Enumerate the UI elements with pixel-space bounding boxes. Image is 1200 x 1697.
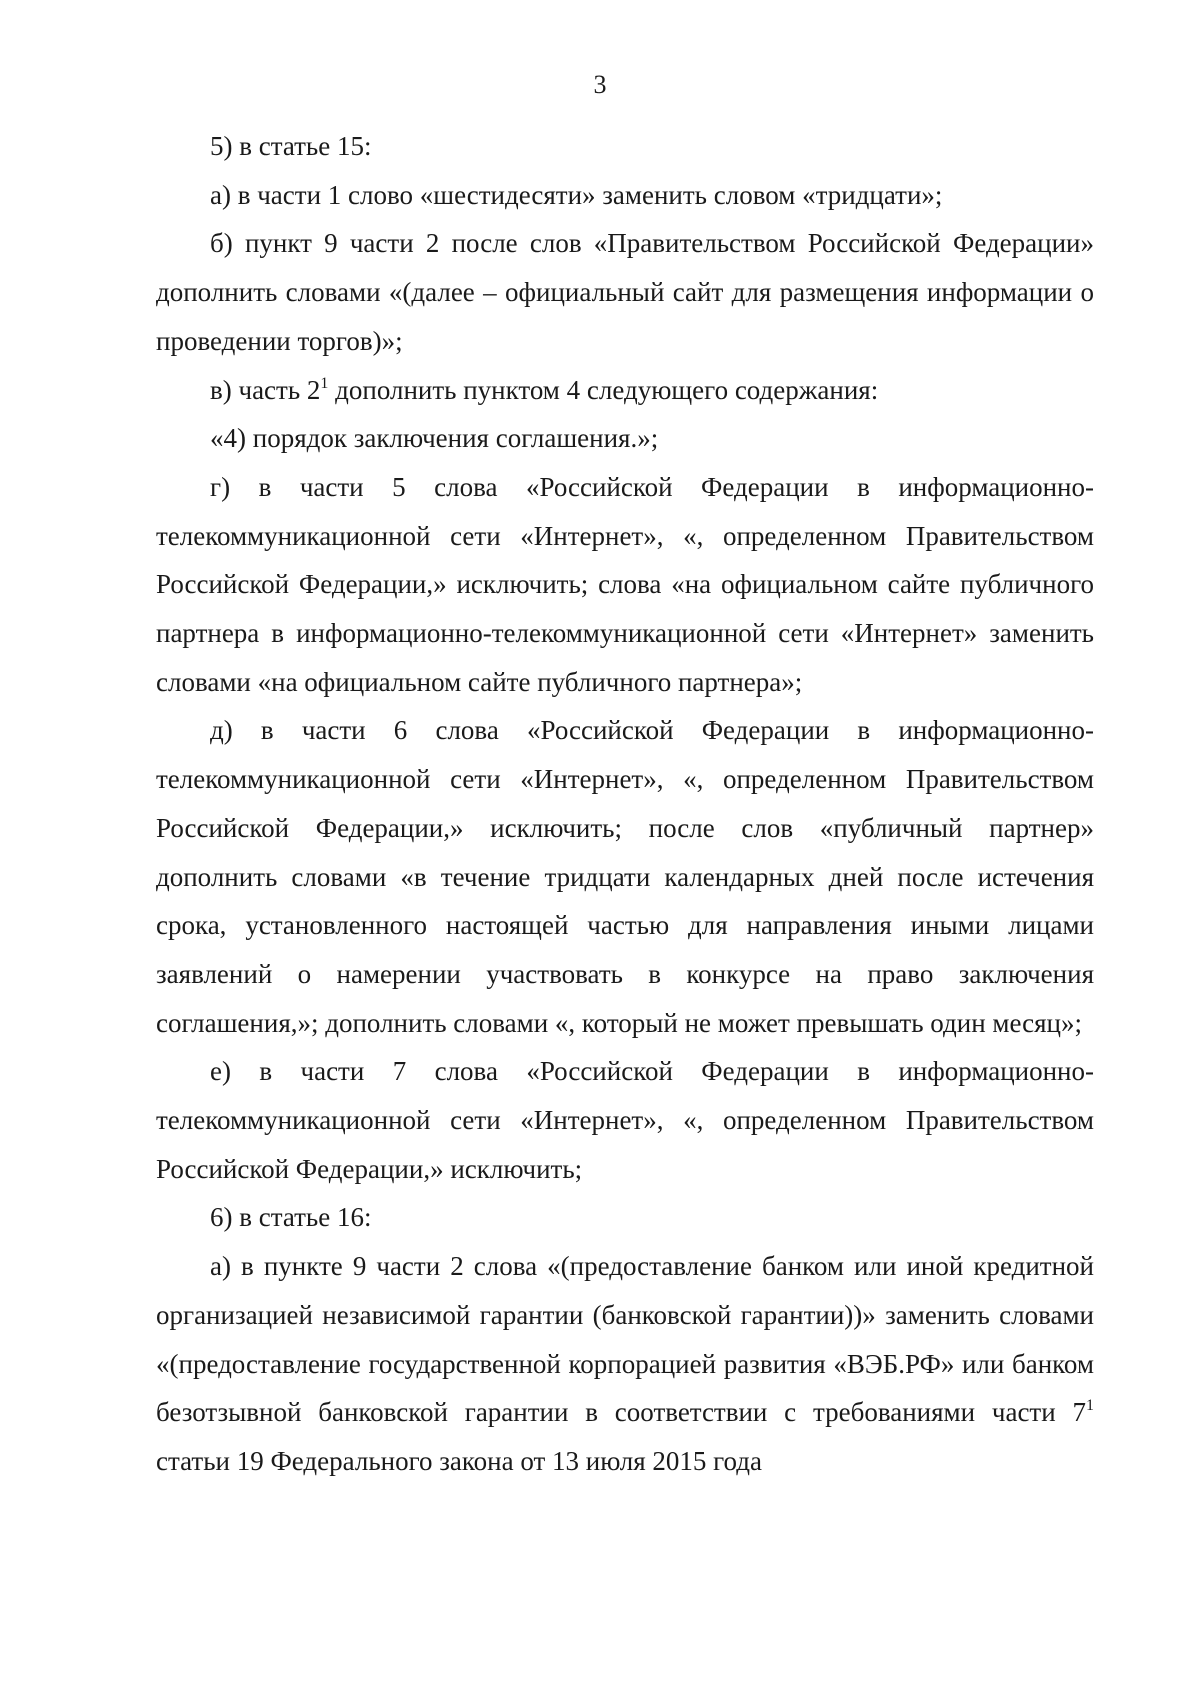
paragraph-15-d: д) в части 6 слова «Российской Федерации в информационно-телекоммуникационной сети «Интернет», «, определенном Правительством Российской Федерации,» исключить; после слов «публичный партнер» дополнить словами «в течение тридцати календарных дней после истечения срока, установленного настоящей частью для направления иными лицами заявлений о намерении участвовать в конкурсе на право заключения соглашения,»; дополнить словами «, который не может превышать один месяц»; bbox=[156, 715, 1094, 1038]
paragraph-16-a bbox=[156, 1242, 1094, 1486]
paragraph-15-e: е) в части 7 слова «Российской Федерации в информационно-телекоммуникационной сети «Интернет», «, определенном Правительством Российской Федерации,» исключить; bbox=[156, 1056, 1094, 1184]
paragraph-article-16: 6) в статье 16: bbox=[210, 1202, 372, 1233]
paragraph-article-15: 5) в статье 15: bbox=[210, 131, 372, 161]
paragraph-15-v-quote: «4) порядок заключения соглашения.»; bbox=[210, 423, 659, 454]
text-segment: в) часть 2 bbox=[210, 374, 321, 405]
paragraph-15-g: г) в части 5 слова «Российской Федерации в информационно-телекоммуникационной сети «Интернет», «, определенном Правительством Российской Федерации,» исключить; слова «на официальном сайте публичного партнера в информационно-телекоммуникационной сети «Интернет» заменить словами «на официальном сайте публичного партнера»; bbox=[156, 471, 1094, 697]
paragraph-15-b: б) пункт 9 части 2 после слов «Правительством Российской Федерации» дополнить словами «(далее – официальный сайт для размещения информации о проведении торгов)»; bbox=[156, 228, 1094, 356]
paragraph-15-a: а) в части 1 слово «шестидесяти» заменить словом «тридцати»; bbox=[210, 179, 943, 210]
page-number: 3 bbox=[593, 70, 607, 99]
text-segment: дополнить пунктом 4 следующего содержания: bbox=[328, 374, 879, 405]
superscript: 1 bbox=[320, 374, 329, 392]
document-body bbox=[156, 122, 1094, 1486]
paragraph-15-v bbox=[156, 366, 1094, 415]
superscript: 1 bbox=[1086, 1397, 1094, 1415]
text-segment: статьи 19 Федерального закона от 13 июля 2015 года bbox=[156, 1445, 762, 1476]
text-segment: а) в пункте 9 части 2 слова «(предоставление банком или иной кредитной организацией независимой гарантии (банковской гарантии))» заменить словами «(предоставление государственной корпорацией развития «ВЭБ.РФ» или банком безотзывной банковской гарантии в соответствии с требованиями части 7 bbox=[156, 1251, 1094, 1428]
